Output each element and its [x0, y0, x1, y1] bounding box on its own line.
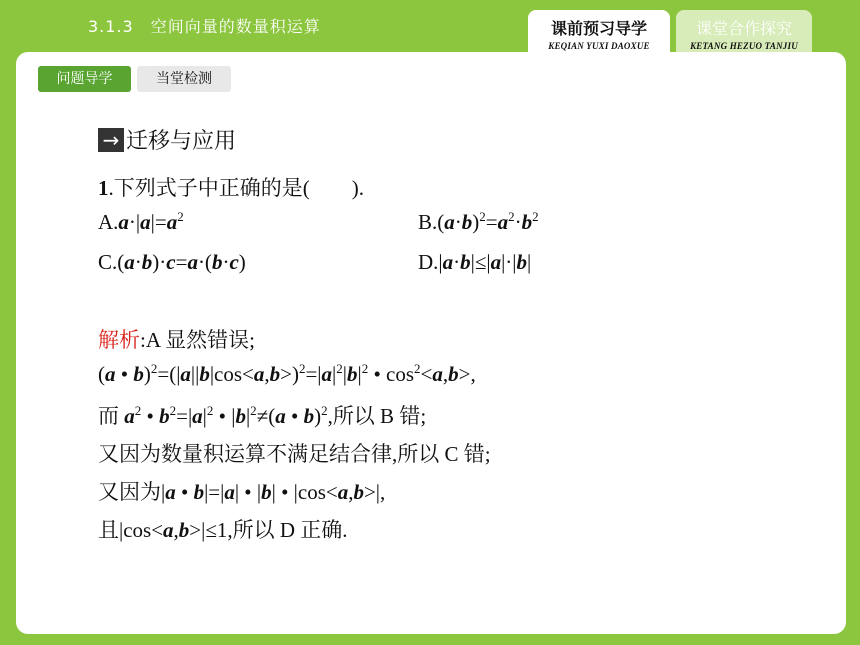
analysis-line-4: 又因为数量积运算不满足结合律,所以 C 错;	[98, 442, 491, 466]
option-c-label: C.	[98, 250, 118, 274]
analysis-text-1: :A 显然错误;	[140, 328, 255, 352]
question	[98, 172, 364, 202]
option-b-label: B.	[418, 210, 438, 234]
tab-preview-sublabel: KEQIAN YUXI DAOXUE	[548, 41, 650, 51]
analysis-line-6: 且|cos<a,b>|≤1,所以 D 正确.	[98, 518, 348, 542]
tab-cooperation-label: 课堂合作探究	[695, 19, 792, 38]
tab-preview-label: 课前预习导学	[550, 19, 647, 38]
tab-preview[interactable]	[528, 10, 670, 52]
analysis-line-3: 而 $a^2$ • $b^2=|a|^2$ • $|b|^2\ne(a$ • b)$^2$,所以 B 错;	[98, 403, 427, 428]
analysis-label: 解析	[98, 328, 140, 352]
analysis-line-2: (a • $b)^2=(|a||b|\cos<a,b>)^2=|a|^2|b|^2$ • $\cos^2<a,b>$,	[98, 361, 476, 386]
option-c: C.(a·b)·c=a·(b·c)	[98, 250, 246, 274]
analysis-line-5: 又因为|a • b|=|a| • |b| • |cos<a,b>|,	[98, 480, 386, 504]
section-title: 3.1.3 空间向量的数量积运算	[88, 17, 321, 36]
top-bar	[0, 0, 860, 52]
subtab-problem-guide[interactable]: 问题导学	[38, 66, 131, 92]
question-number: 1	[98, 176, 109, 200]
analysis-line-1	[98, 324, 255, 354]
option-a: $A.a\cdot|a|=a^2$	[98, 209, 184, 234]
heading-text: 迁移与应用	[126, 129, 237, 154]
analysis-tail-d: ,所以 D 正确.	[227, 518, 348, 542]
question-text: .下列式子中正确的是( ).	[108, 176, 364, 200]
option-a-label: A.	[98, 210, 119, 234]
analysis-tail-b: ,所以 B 错;	[327, 404, 427, 428]
option-d-label: D.	[418, 250, 439, 274]
arrow-right-icon: →	[98, 128, 124, 152]
section-heading	[98, 124, 236, 155]
tab-cooperation[interactable]	[676, 10, 812, 52]
tab-cooperation-sublabel: KETANG HEZUO TANJIU	[690, 41, 798, 51]
option-b: $B.(a\cdot b)^2=a^2\cdot b^2$	[418, 209, 539, 234]
option-d: D.|a·b|≤|a|·|b|	[418, 250, 532, 274]
subtab-class-test[interactable]: 当堂检测	[137, 66, 231, 92]
